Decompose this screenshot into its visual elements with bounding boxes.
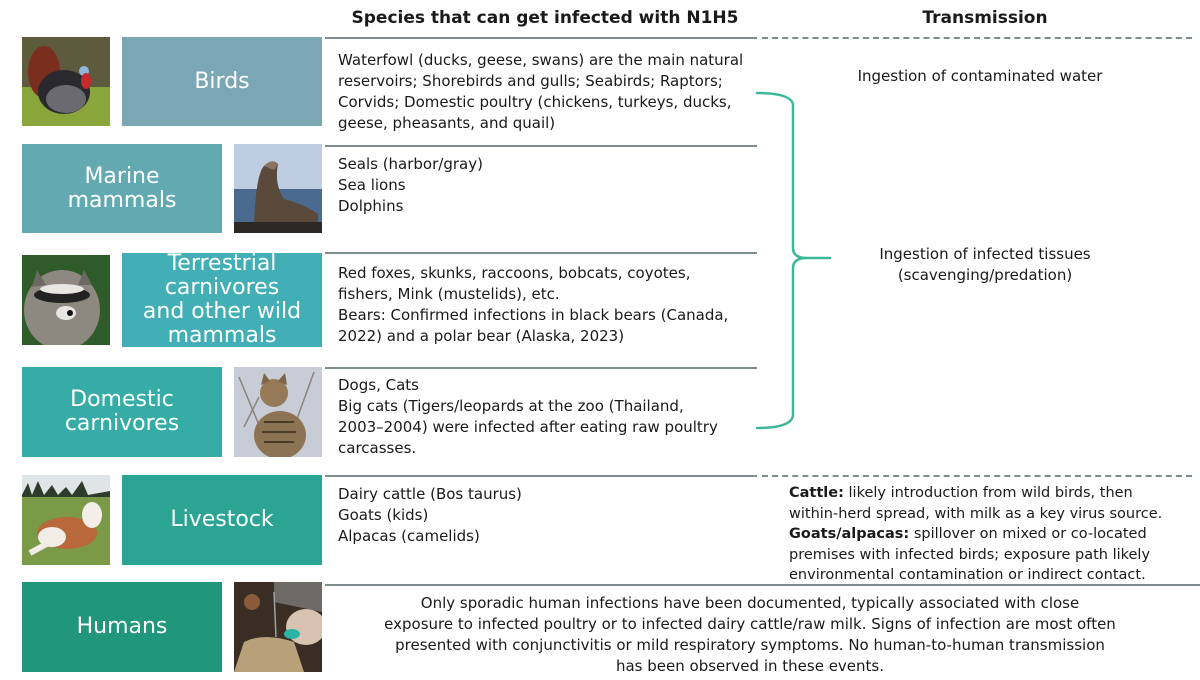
cow-photo bbox=[22, 475, 110, 565]
species-list-livestock bbox=[338, 484, 758, 547]
cattle-label: Cattle: bbox=[789, 485, 844, 501]
category-humans: Humans bbox=[22, 582, 222, 672]
humans-line: has been observed in these events. bbox=[615, 657, 884, 675]
header-rule-species bbox=[325, 37, 757, 39]
transmission-livestock bbox=[789, 483, 1199, 586]
transmission-cattle-line bbox=[789, 483, 1199, 504]
species-list-domestic-carnivores bbox=[338, 375, 758, 459]
row-rule bbox=[325, 367, 757, 369]
header-rule-transmission bbox=[762, 37, 1192, 39]
humans-line: presented with conjunctivitis or mild respiratory symptoms. No human-to-human transmission bbox=[395, 636, 1105, 654]
species-list-marine-mammals bbox=[338, 154, 758, 217]
species-column-header: Species that can get infected with N1H5 bbox=[351, 8, 739, 28]
goats-text: environmental contamination or indirect contact. bbox=[789, 567, 1146, 583]
species-line: Red foxes, skunks, raccoons, bobcats, coyotes, bbox=[338, 264, 691, 282]
species-line: fishers, Mink (mustelids), etc. bbox=[338, 285, 560, 303]
species-line: Bears: Confirmed infections in black bears (Canada, bbox=[338, 306, 729, 324]
category-birds: Birds bbox=[122, 37, 322, 126]
species-line: carcasses. bbox=[338, 439, 417, 457]
category-livestock: Livestock bbox=[122, 475, 322, 565]
row-rule bbox=[325, 145, 757, 147]
milking-photo bbox=[234, 582, 322, 672]
species-line: Seals (harbor/gray) bbox=[338, 155, 483, 173]
transmission-birds: Ingestion of contaminated water bbox=[857, 67, 1103, 85]
species-line: Alpacas (camelids) bbox=[338, 527, 480, 545]
transmission-wild-line: Ingestion of infected tissues bbox=[879, 245, 1091, 263]
cat-photo bbox=[234, 367, 322, 457]
turkey-photo bbox=[22, 37, 110, 126]
species-line: Sea lions bbox=[338, 176, 406, 194]
species-line: Dogs, Cats bbox=[338, 376, 419, 394]
curly-brace bbox=[750, 85, 840, 435]
species-line: Dolphins bbox=[338, 197, 404, 215]
species-line: geese, pheasants, and quail) bbox=[338, 114, 556, 132]
species-line: Goats (kids) bbox=[338, 506, 429, 524]
species-line: Dairy cattle (Bos taurus) bbox=[338, 485, 522, 503]
transmission-wild-line: (scavenging/predation) bbox=[897, 266, 1073, 284]
row-rule-humans bbox=[325, 584, 1200, 586]
species-list-birds bbox=[338, 50, 758, 134]
species-line: 2022) and a polar bear (Alaska, 2023) bbox=[338, 327, 625, 345]
species-line: reservoirs; Shorebirds and gulls; Seabirds; Raptors; bbox=[338, 72, 723, 90]
transmission-column-header: Transmission bbox=[922, 8, 1048, 28]
species-line: Big cats (Tigers/leopards at the zoo (Thailand, bbox=[338, 397, 684, 415]
humans-line: Only sporadic human infections have been documented, typically associated with close bbox=[420, 594, 1080, 612]
goats-text: premises with infected birds; exposure path likely bbox=[789, 546, 1151, 563]
category-terrestrial-carnivores: Terrestrial carnivores and other wild mammals bbox=[122, 253, 322, 347]
row-rule bbox=[325, 252, 757, 254]
transmission-goats-line bbox=[789, 524, 1199, 545]
category-domestic-carnivores: Domestic carnivores bbox=[22, 367, 222, 457]
raccoon-photo bbox=[22, 255, 110, 345]
transmission-humans bbox=[330, 593, 1170, 677]
species-line: Corvids; Domestic poultry (chickens, turkeys, ducks, bbox=[338, 93, 732, 111]
category-marine-mammals: Marine mammals bbox=[22, 144, 222, 233]
transmission-wild bbox=[850, 244, 1120, 286]
cattle-text: within-herd spread, with milk as a key virus source. bbox=[789, 505, 1163, 522]
row-rule bbox=[325, 475, 757, 477]
goats-text: spillover on mixed or co-located bbox=[909, 526, 1147, 542]
transmission-rule-livestock bbox=[762, 475, 1192, 477]
sea-lion-photo bbox=[234, 144, 322, 233]
goats-label: Goats/alpacas: bbox=[789, 526, 910, 542]
species-line: Waterfowl (ducks, geese, swans) are the main natural bbox=[338, 51, 744, 69]
cattle-text: likely introduction from wild birds, then bbox=[843, 485, 1133, 501]
humans-line: exposure to infected poultry or to infected dairy cattle/raw milk. Signs of infection are most often bbox=[384, 615, 1116, 633]
species-line: 2003–2004) were infected after eating raw poultry bbox=[338, 418, 718, 436]
species-list-terrestrial-carnivores bbox=[338, 263, 758, 347]
